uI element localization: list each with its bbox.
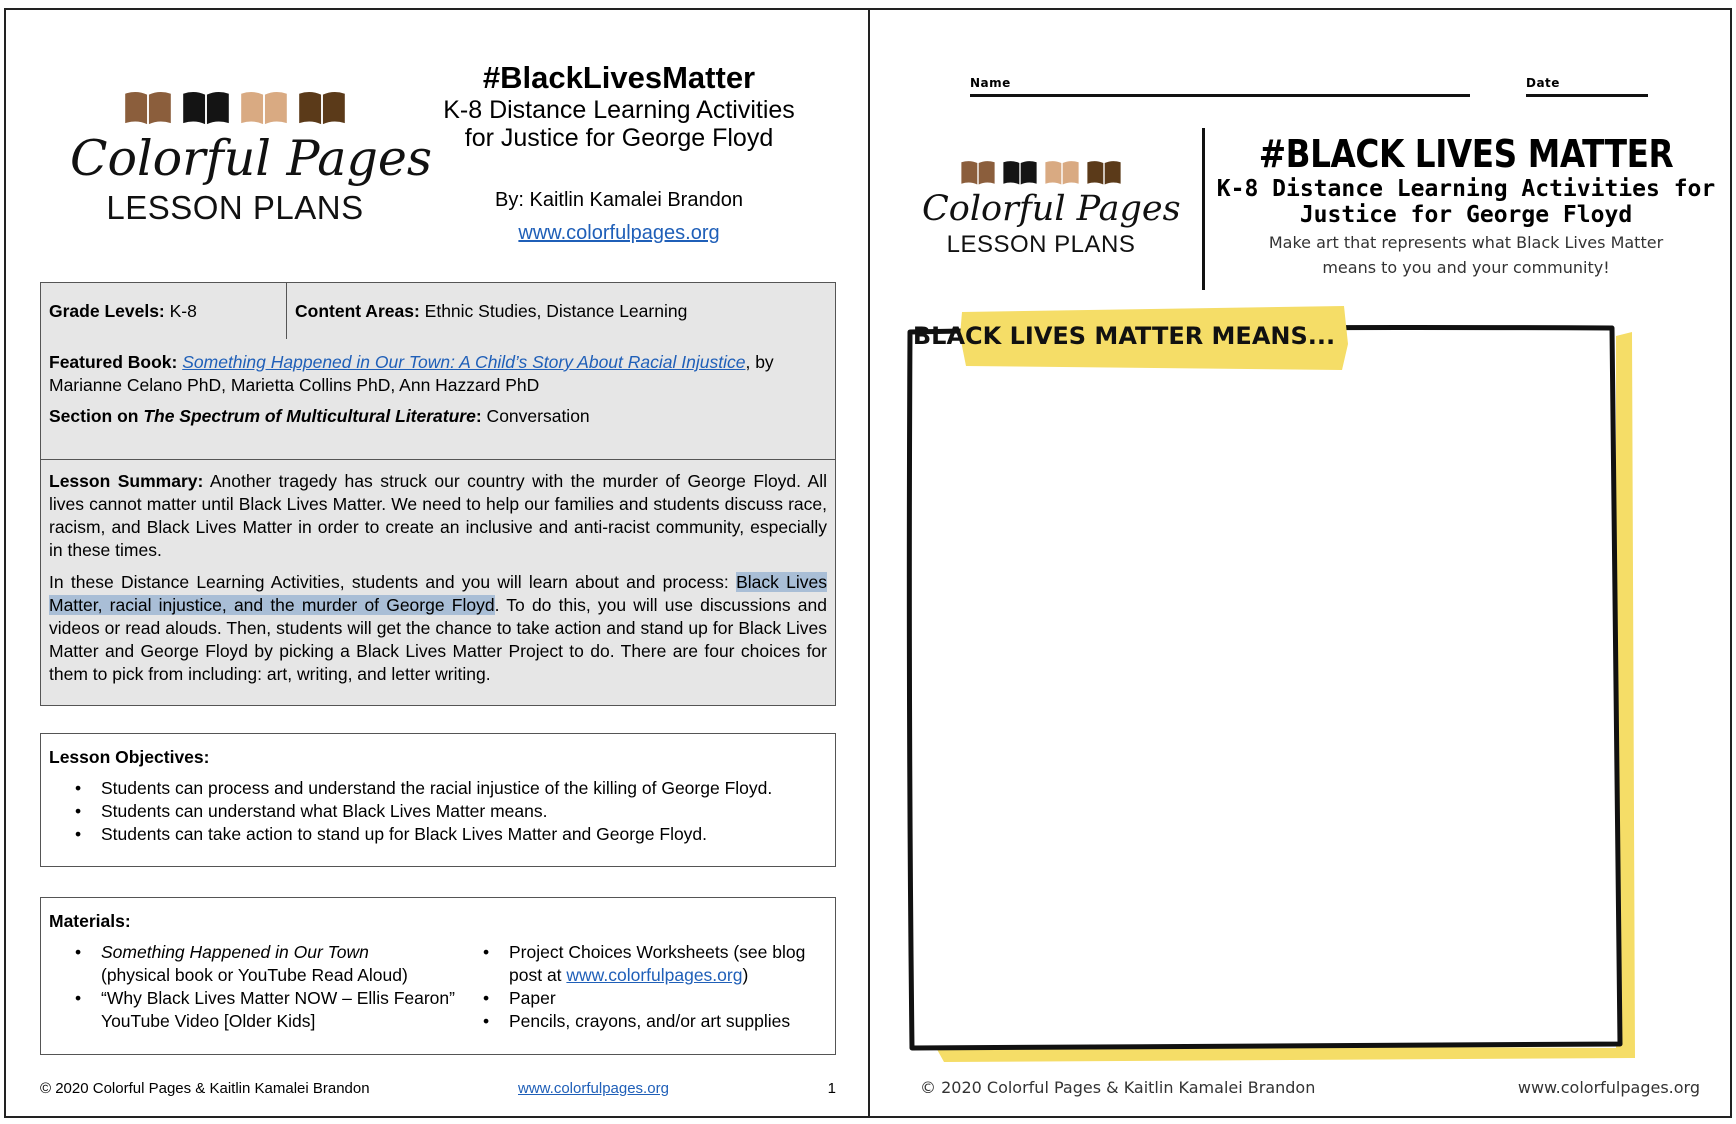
- objectives-list: [49, 777, 827, 846]
- lesson-plan-page: [4, 8, 870, 1118]
- list-item: • Paper: [457, 987, 827, 1010]
- section-colon: :: [475, 406, 482, 426]
- summary-text-2a: In these Distance Learning Activities, students and you will learn about and process:: [49, 572, 737, 592]
- section-label: Section on: [49, 406, 144, 426]
- list-item: [49, 941, 457, 987]
- material-book-note: (physical book or YouTube Read Aloud): [101, 965, 408, 985]
- section-book-title: The Spectrum of Multicultural Literature: [143, 406, 476, 426]
- summary-text-2b: . To do this, you will use discussions and videos or read alouds. Then, students will get the chance to take action and stand up for Black Lives Matter and George Floyd by picking a Black Lives Matter Project to do. There are four choices for them to pick from including: art, writing, and letter writing.: [49, 595, 827, 684]
- logo-books: [70, 88, 400, 126]
- drawing-area[interactable]: [909, 328, 1620, 1049]
- grade-content-row: [40, 282, 836, 340]
- objectives-heading: Lesson Objectives:: [49, 747, 210, 767]
- grade-levels-value: K-8: [164, 300, 197, 321]
- worksheet-instructions: [1212, 230, 1720, 280]
- book-icon-black: [1002, 158, 1038, 186]
- footer-website-link[interactable]: www.colorfulpages.org: [518, 1080, 669, 1097]
- instruction-line-1: Make art that represents what Black Lives Matter: [1268, 233, 1664, 252]
- worksheet-page: [868, 8, 1732, 1118]
- list-item: [457, 941, 827, 987]
- name-input-line[interactable]: [970, 94, 1470, 97]
- materials-box: [40, 897, 836, 1055]
- title-text: #BLACK LIVES MATTER: [1258, 132, 1674, 176]
- website-link[interactable]: www.colorfulpages.org: [518, 222, 720, 244]
- book-icon-tan: [239, 88, 289, 126]
- book-icon-dark-brown: [297, 88, 347, 126]
- materials-list-2: [457, 941, 827, 1033]
- page-number: 1: [827, 1080, 836, 1097]
- grade-levels-label: Grade Levels:: [49, 300, 165, 321]
- summary-paragraph-2: [49, 571, 827, 686]
- name-label: Name: [970, 76, 1011, 90]
- footer-copyright: © 2020 Colorful Pages & Kaitlin Kamalei Brandon: [920, 1078, 1316, 1097]
- list-item: • Students can take action to stand up for Black Lives Matter and George Floyd.: [49, 823, 827, 846]
- materials-website-link[interactable]: www.colorfulpages.org: [566, 965, 743, 985]
- highlighted-text[interactable]: Black Lives Matter, racial injustice, and the murder of George Floyd: [49, 572, 827, 615]
- logo-script-text: Colorful Pages: [922, 189, 1181, 229]
- materials-list-1: [49, 941, 457, 1033]
- summary-text-1: Another tragedy has struck our country with the murder of George Floyd. All lives cannot matter until Black Lives Matter. We need to help our families and students discuss race, racism, and Black Lives Matter in order to create an inclusive and anti-racist community, especially in these times.: [49, 471, 827, 560]
- vertical-divider: [1202, 128, 1205, 290]
- featured-book-link[interactable]: Something Happened in Our Town: A Child’s Story About Racial Injustice: [182, 352, 746, 372]
- book-icon-brown: [123, 88, 173, 126]
- worksheet-header: [1212, 132, 1720, 280]
- book-icon-dark-brown: [1086, 158, 1122, 186]
- subtitle-line-2: Justice for George Floyd: [1299, 202, 1633, 228]
- footer-copyright: © 2020 Colorful Pages & Kaitlin Kamalei Brandon: [40, 1080, 370, 1097]
- summary-label: Lesson Summary:: [49, 471, 204, 491]
- author-line: By: Kaitlin Kamalei Brandon: [495, 189, 743, 211]
- lesson-summary-box: [40, 459, 836, 706]
- grade-levels-cell: [41, 283, 287, 339]
- content-areas-label: Content Areas:: [295, 300, 420, 321]
- materials-heading: Materials:: [49, 911, 131, 931]
- banner-text: BLACK LIVES MATTER MEANS...: [912, 322, 1336, 350]
- lesson-header: [404, 60, 834, 245]
- footer-website: www.colorfulpages.org: [1517, 1078, 1700, 1097]
- logo-script-text: Colorful Pages: [70, 130, 433, 187]
- logo-lesson-plans-text: LESSON PLANS: [106, 189, 364, 226]
- section-line: [49, 405, 827, 428]
- book-icon-tan: [1044, 158, 1080, 186]
- instruction-line-2: means to you and your community!: [1322, 258, 1610, 277]
- featured-book-line: [49, 351, 827, 397]
- page-footer: [40, 1080, 836, 1097]
- closing-paren: ): [742, 965, 749, 985]
- list-item: • Pencils, crayons, and/or art supplies: [457, 1010, 827, 1033]
- section-value: Conversation: [481, 406, 590, 426]
- materials-columns: [49, 941, 827, 1033]
- lesson-subtitle: [404, 96, 834, 152]
- featured-book-authors: , by Marianne Celano PhD, Marietta Collins PhD, Ann Hazzard PhD: [49, 352, 774, 395]
- colorful-pages-logo: [70, 88, 433, 228]
- colorful-pages-logo: [922, 158, 1181, 260]
- worksheet-subtitle: [1212, 176, 1720, 228]
- lesson-objectives-box: [40, 733, 836, 867]
- book-icon-black: [181, 88, 231, 126]
- list-item: • Students can process and understand the racial injustice of the killing of George Floyd.: [49, 777, 827, 800]
- featured-book-label: Featured Book:: [49, 352, 178, 372]
- hashtag-title: #BlackLivesMatter: [482, 60, 756, 95]
- summary-paragraph-1: [49, 470, 827, 562]
- banner-label: [904, 306, 1344, 366]
- drawing-frame: [904, 306, 1704, 1066]
- material-book-title: Something Happened in Our Town: [101, 942, 369, 962]
- worksheet-title: [1248, 132, 1685, 176]
- subtitle-line-1: K-8 Distance Learning Activities: [443, 96, 795, 124]
- book-icon-brown: [960, 158, 996, 186]
- subtitle-line-2: for Justice for George Floyd: [464, 124, 774, 152]
- page-footer: [920, 1078, 1700, 1097]
- date-input-line[interactable]: [1526, 94, 1648, 97]
- subtitle-line-1: K-8 Distance Learning Activities for: [1216, 176, 1716, 202]
- material-worksheets: Project Choices Worksheets (see blog post at: [509, 942, 806, 985]
- list-item: • “Why Black Lives Matter NOW – Ellis Fearon” YouTube Video [Older Kids]: [49, 987, 457, 1033]
- list-item: • Students can understand what Black Lives Matter means.: [49, 800, 827, 823]
- logo-books: [922, 158, 1160, 186]
- date-label: Date: [1526, 76, 1560, 90]
- logo-lesson-plans-text: LESSON PLANS: [946, 231, 1136, 258]
- content-areas-value: Ethnic Studies, Distance Learning: [419, 300, 688, 321]
- content-areas-cell: [287, 283, 835, 339]
- drawing-frame-graphic: [904, 306, 1704, 1066]
- featured-book-box: [40, 339, 836, 460]
